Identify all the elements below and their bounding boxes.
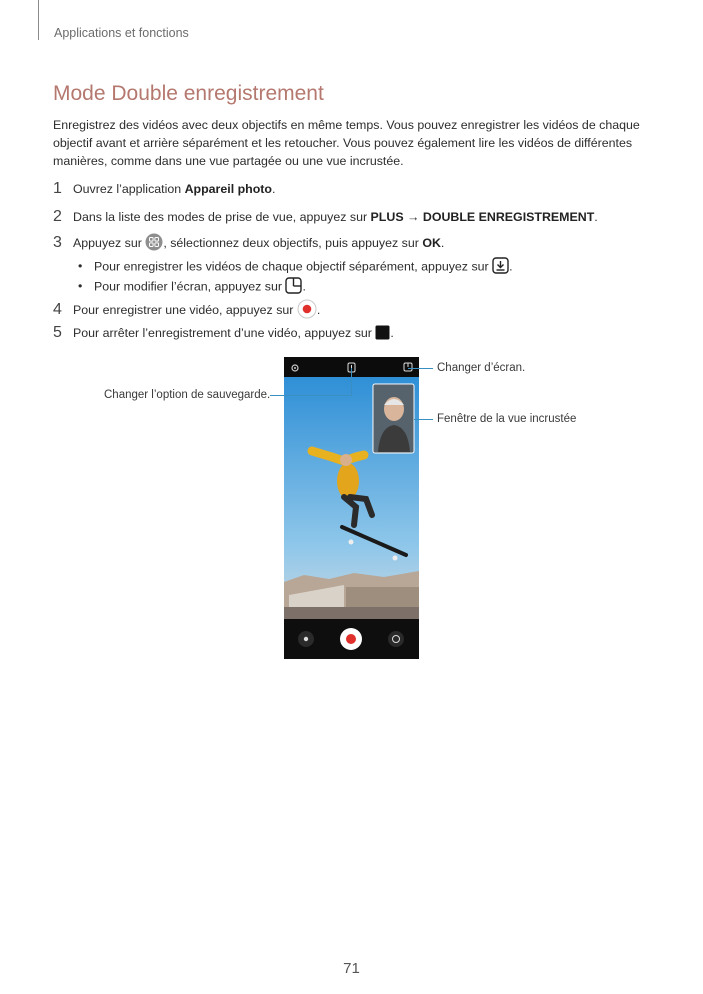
intro-paragraph: Enregistrez des vidéos avec deux objectifs en même temps. Vous pouvez enregistrer les vidéos de chaque objectif avant et arrière séparément et les retoucher. Vous pouvez également lire les vidéos de différentes manières, comme dans une vue partagée ou une vue incrustée. [53,118,640,168]
callout-pip-window: Fenêtre de la vue incrustée [437,413,577,425]
change-screen-icon [285,277,302,297]
callout-line-change-screen [408,368,433,369]
callout-line-save-vertical [351,368,352,395]
bullet-change-screen: • Pour modifier l’écran, appuyez sur . [78,277,306,297]
record-button[interactable] [340,628,362,650]
header-divider [38,0,39,40]
save-separately-icon [492,257,509,277]
step-4: 4 Pour enregistrer une vidéo, appuyez sur . [53,299,320,322]
callout-save-option: Changer l’option de sauvegarde. [104,389,271,401]
effects-icon[interactable] [298,631,314,647]
section-header: Applications et fonctions [54,26,189,40]
step-2: 2 Dans la liste des modes de prise de vue, appuyez sur PLUS → DOUBLE ENREGISTREMENT. [53,208,598,225]
phone-screenshot [284,357,419,659]
bullet-save-separately: • Pour enregistrer les vidéos de chaque objectif séparément, appuyez sur . [78,257,513,277]
callout-change-screen: Changer d’écran. [437,362,526,374]
step-3: 3 Appuyez sur , sélectionnez deux objectifs, puis appuyez sur OK. [53,233,444,254]
page-title: Mode Double enregistrement [53,82,324,105]
pip-window[interactable] [373,384,414,453]
dual-lens-settings-icon [145,233,163,254]
page-number: 71 [343,960,360,977]
record-icon [297,299,317,322]
callout-line-pip [414,419,433,420]
stop-icon [375,325,390,343]
switch-camera-icon[interactable] [388,631,404,647]
camera-preview [284,357,419,659]
callout-line-save-horizontal [270,395,352,396]
step-5: 5 Pour arrêter l’enregistrement d’une vidéo, appuyez sur . [53,324,394,341]
step-1: 1 Ouvrez l’application Appareil photo. [53,180,276,197]
